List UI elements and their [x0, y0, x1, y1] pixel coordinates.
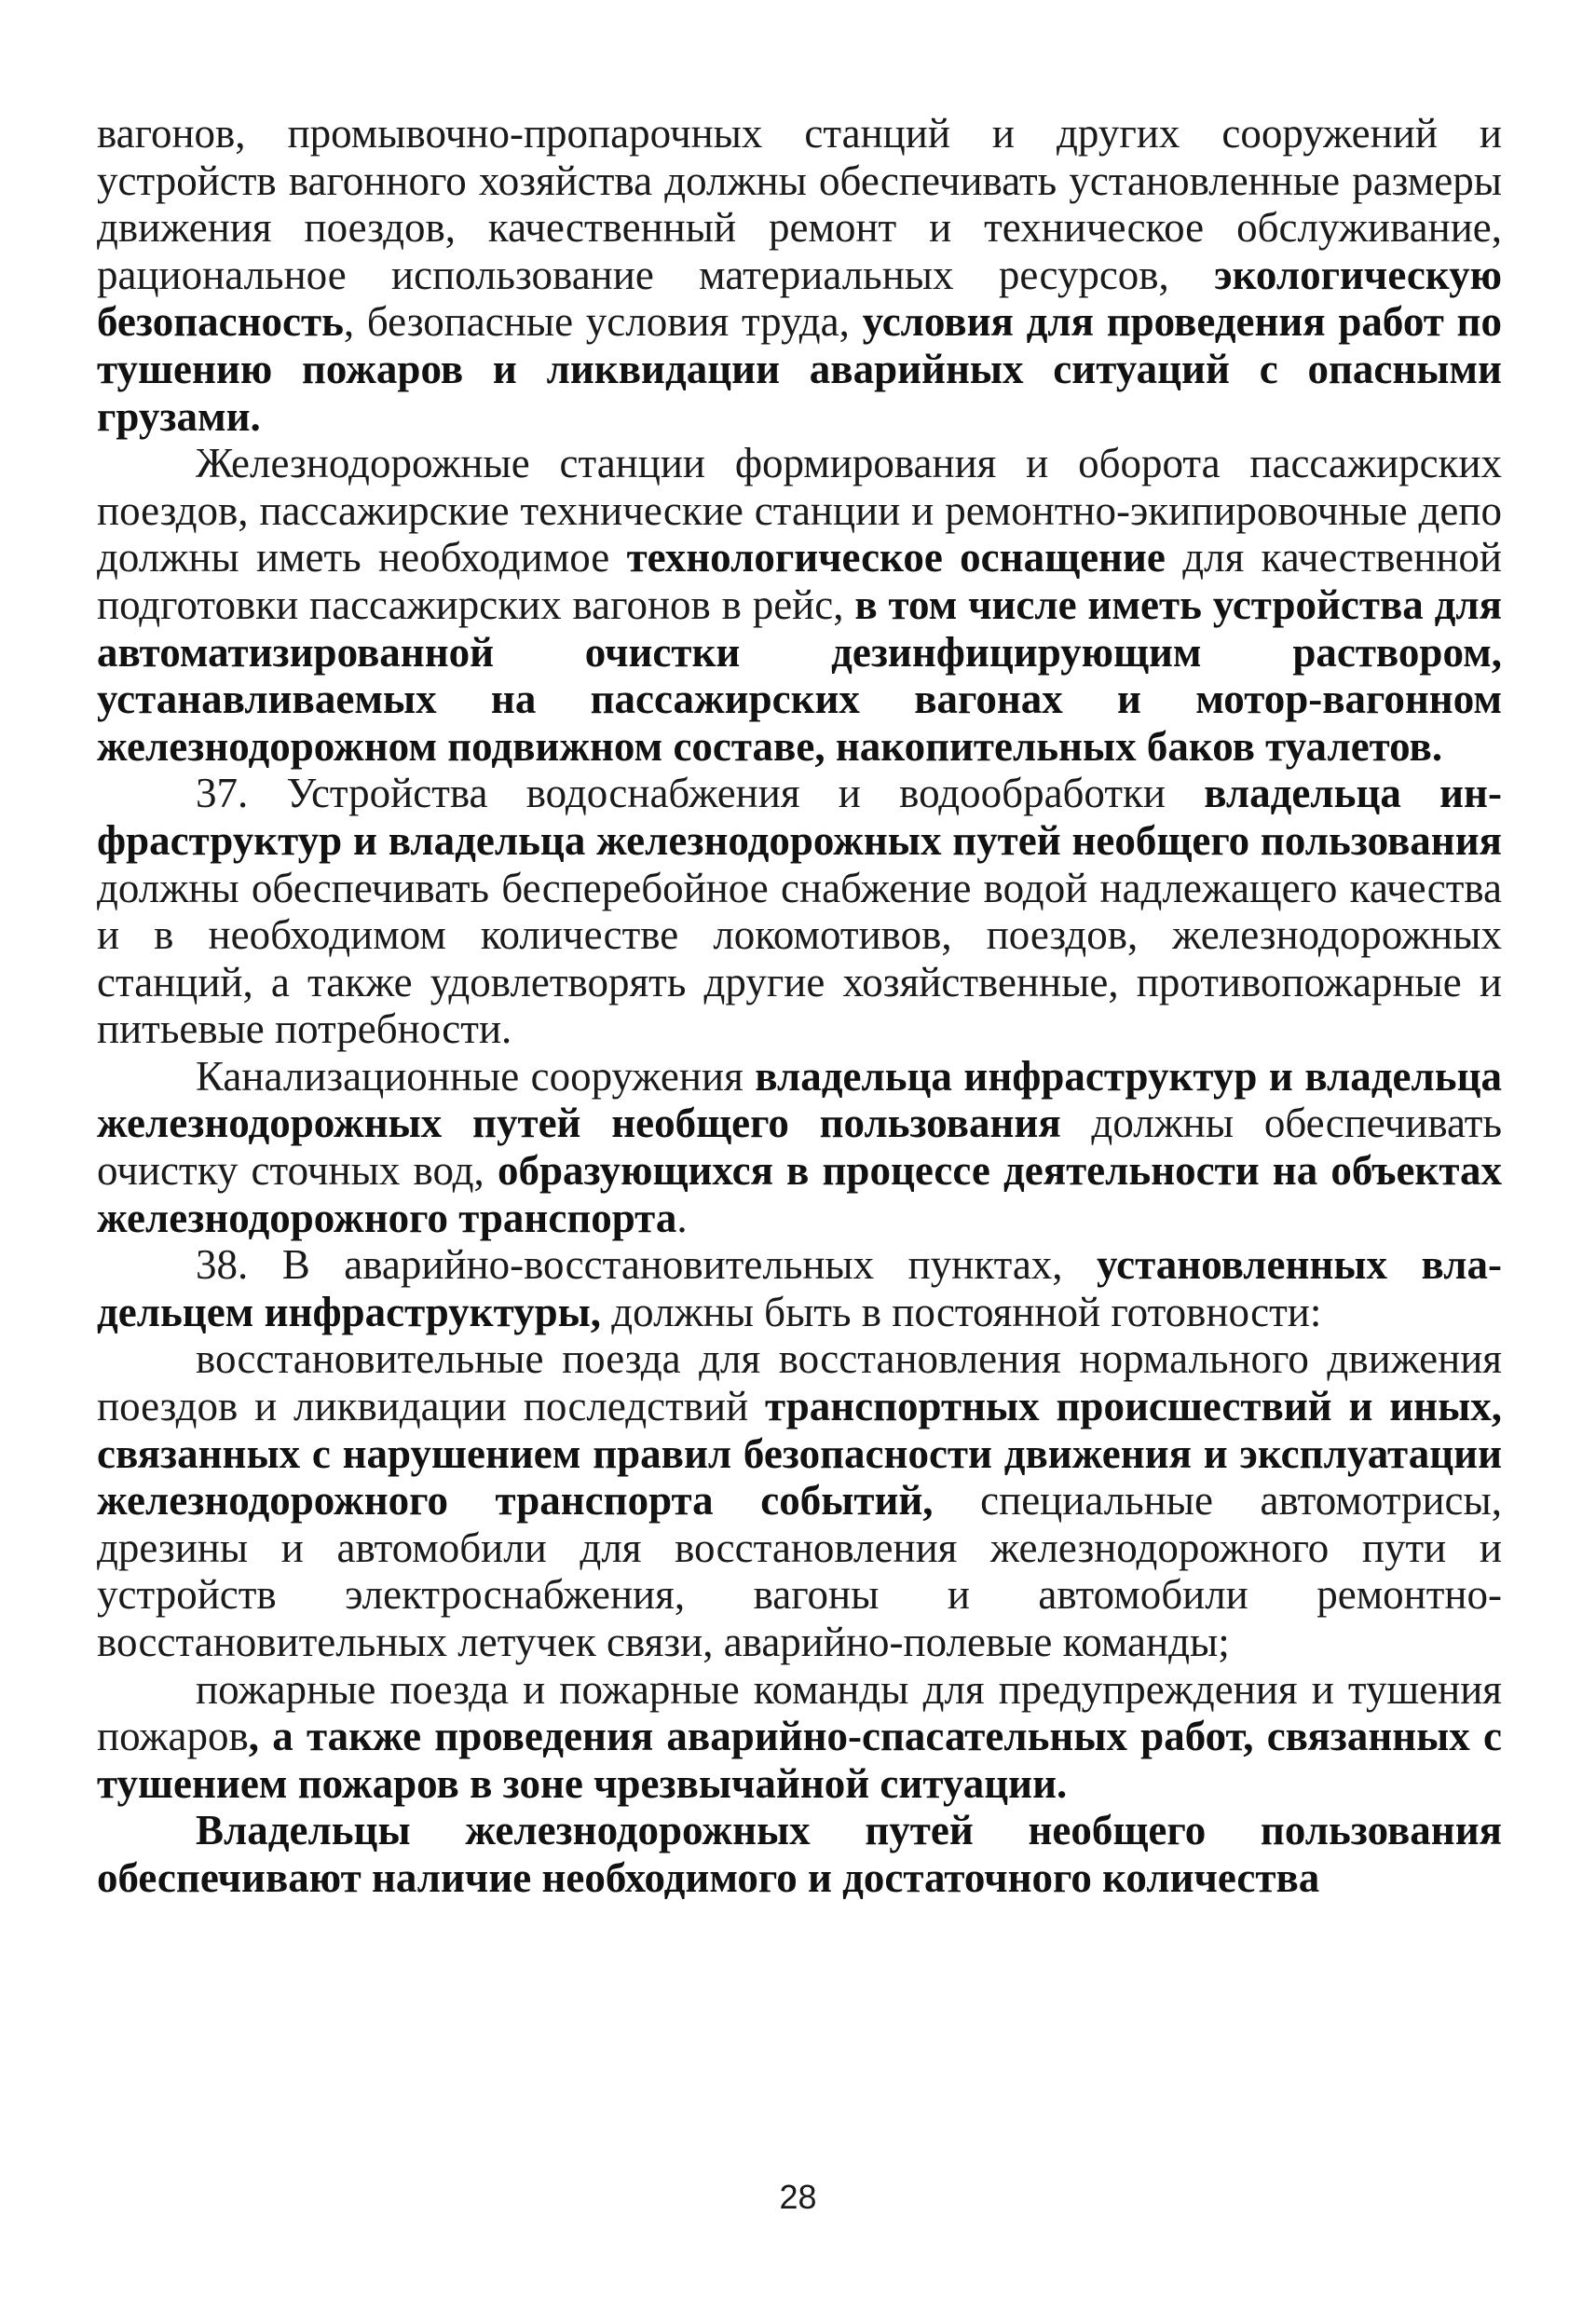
text-run: , безопасные условия труда,	[343, 298, 863, 346]
paragraph	[97, 1807, 1502, 1901]
paragraph	[97, 1666, 1502, 1808]
bold-text: технологическое оснащение	[626, 534, 1166, 581]
bold-text: образующихся в процессе деятельности на объектах железнодорожного транспорта	[97, 1147, 1502, 1241]
text-run: для качественной подготовки пассажирских вагонов в рейс,	[97, 534, 1503, 628]
text-run: должны обеспечивать бесперебойное снабжение водой надлежащего качества и в необходимом количестве локомотивов, поездов, железнодорожных станций, а также удовлетворять другие хозяйственные, противопожарные и питьевые потребности.	[97, 864, 1502, 1053]
text-run: должны быть в постоянной готовности:	[601, 1288, 1322, 1335]
bold-text: Владельцы железнодорожных путей необщего пользования обеспечивают наличие необходимого и достаточного количества	[97, 1807, 1502, 1901]
text-run: Железнодорожные станции формирования и оборота пассажирских поездов, пассажирские технические станции и ремонтно-экипировочные депо должны иметь необходимое	[97, 440, 1502, 581]
document-body	[97, 110, 1502, 1902]
bold-text: в том числе иметь устройства для автоматизированной очистки дезинфицирующим раствором, устанавливаемых на пассажирских вагонах и мотор-вагонном железнодорожном подвижном составе, накопительных баков туалетов.	[97, 581, 1502, 770]
paragraph	[97, 110, 1502, 440]
text-run: вагонов, промывочно-пропарочных станций и других сооружений и устройств вагонного хозяйства должны обеспечивать установленные размеры движения поездов, качественный ремонт и техническое обслуживание, рациональное использование материальных ресурсов,	[97, 110, 1502, 298]
text-run: .	[676, 1194, 688, 1241]
text-run: 38. В аварийно-восстановительных пунктах,	[196, 1241, 1098, 1289]
text-run: специальные автомотрисы, дрезины и автомобили для восстановления железнодорожного пути и устройств электроснабжения, вагоны и автомобили ремонтно-восстановительных летучек связи, аварийно-полевые команды;	[97, 1477, 1502, 1665]
text-run: пожарные поезда и пожарные команды для предупреждения и тушения пожаров	[97, 1665, 1502, 1760]
text-run: 37. Устройства водоснабжения и водообработки	[196, 770, 1205, 817]
paragraph	[97, 1053, 1502, 1241]
bold-text: экологическую безопасность	[97, 251, 1502, 346]
bold-text: владельца инфраструктур и владельца железнодорожных путей необщего пользования	[97, 1052, 1503, 1147]
paragraph	[97, 440, 1502, 770]
bold-text: , а также проведения аварийно-спасательных работ, связанных с тушением пожаров в зоне чрезвычайной ситуации.	[97, 1713, 1502, 1807]
bold-text: условия для проведения работ по тушению пожаров и ликвидации аварийных ситуаций с опасными грузами.	[97, 298, 1502, 440]
paragraph	[97, 1241, 1502, 1335]
text-run: восстановительные поезда для восстановления нормального движения поездов и ликвидации последствий	[97, 1335, 1502, 1430]
paragraph	[97, 1335, 1502, 1665]
page-number: 28	[779, 2178, 817, 2216]
bold-text: владельца инфраструктур и владельца железнодорожных путей необщего пользования	[97, 770, 1502, 864]
text-run: Канализационные сооружения	[196, 1052, 756, 1100]
bold-text: установленных владельцем инфраструктуры,	[97, 1241, 1502, 1335]
text-run: должны обеспечивать очистку сточных вод,	[97, 1100, 1503, 1195]
bold-text: транспортных происшествий и иных, связанных с нарушением правил безопасности движения и эксплуатации железнодорожного транспорта событий,	[97, 1383, 1502, 1525]
paragraph	[97, 770, 1502, 1053]
